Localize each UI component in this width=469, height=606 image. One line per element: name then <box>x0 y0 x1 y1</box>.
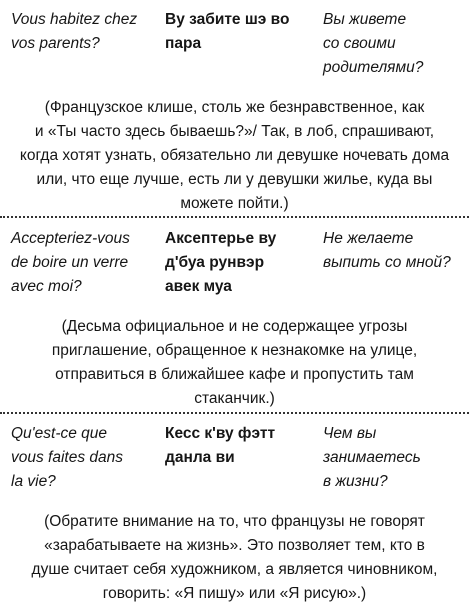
phrase-commentary: (Французское клише, столь же безнравственное, как и «Ты часто здесь бываешь?»/ Так, в лоб, спрашивают, когда хотят узнать, обязательно ли девушке ночевать дома или, что еще лучше, есть ли у девушки жилье, куда вы можете пойти.) <box>19 99 450 212</box>
russian-translation: Чем вы занимаетесь в жизни? <box>323 425 421 490</box>
transcription: Ву забите шэ во пара <box>165 11 290 52</box>
french-phrase: Qu'est-ce que vous faites dans la vie? <box>11 425 124 490</box>
phrase-row <box>0 227 469 299</box>
russian-translation: Не желаете выпить со мной? <box>323 230 451 271</box>
phrase-row <box>0 422 469 494</box>
transcription: Кесс к'ву фэтт данла ви <box>165 425 276 466</box>
phrase-commentary: (Десьма официальное и не содержащее угрозы приглашение, обращенное к незнакомке на улице, отправиться в ближайшее кафе и пропустить там стаканчик.) <box>51 318 418 407</box>
dotted-divider <box>0 216 469 218</box>
transcription: Аксептерье ву д'буа рунвэр авек муа <box>165 230 277 295</box>
phrase-commentary: (Обратите внимание на то, что французы не говорят «зарабатываете на жизнь». Это позволяет тем, кто в душе считает себя художником, а является чиновником, говорить: «Я пишу» или «Я рисую».) <box>31 513 438 602</box>
russian-translation: Вы живете со своими родителями? <box>323 11 424 76</box>
phrase-row <box>0 8 469 80</box>
french-phrase: Accepteriez-vous de boire un verre avec moi? <box>11 230 130 295</box>
french-phrase: Vous habitez chez vos parents? <box>11 11 138 52</box>
dotted-divider <box>0 412 469 414</box>
